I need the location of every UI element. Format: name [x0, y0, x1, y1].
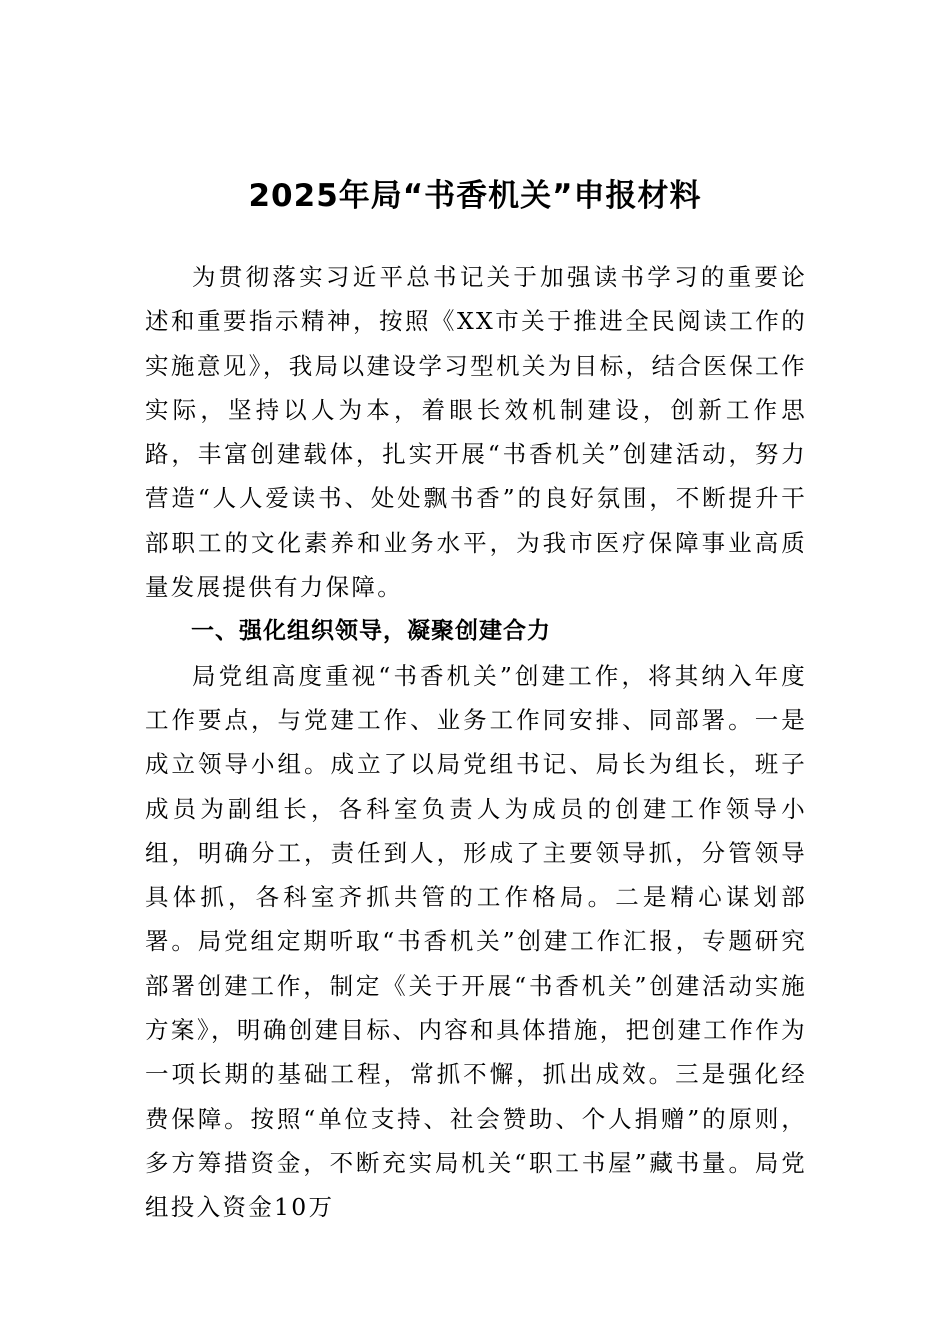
- section-paragraph-1: 局党组高度重视“书香机关”创建工作，将其纳入年度工作要点，与党建工作、业务工作同安排、同部署。一是成立领导小组。成立了以局党组书记、局长为组长，班子成员为副组长，各科室负责人为成员的创建工作领导小组，明确分工，责任到人，形成了主要领导抓，分管领导具体抓，各科室齐抓共管的工作格局。二是精心谋划部署。局党组定期听取“书香机关”创建工作汇报，专题研究部署创建工作，制定《关于开展“书香机关”创建活动实施方案》，明确创建目标、内容和具体措施，把创建工作作为一项长期的基础工程，常抓不懈，抓出成效。三是强化经费保障。按照“单位支持、社会赞助、个人捐赠”的原则，多方筹措资金，不断充实局机关“职工书屋”藏书量。局党组投入资金10万: [145, 661, 807, 1222]
- section-heading-1: 一、强化组织领导，凝聚创建合力: [191, 618, 551, 645]
- intro-paragraph: 为贯彻落实习近平总书记关于加强读书学习的重要论述和重要指示精神，按照《XX市关于推进全民阅读工作的实施意见》，我局以建设学习型机关为目标，结合医保工作实际，坚持以人为本，着眼长效机制建设，创新工作思路，丰富创建载体，扎实开展“书香机关”创建活动，努力营造“人人爱读书、处处飘书香”的良好氛围，不断提升干部职工的文化素养和业务水平，为我市医疗保障事业高质量发展提供有力保障。: [145, 263, 807, 602]
- document-body: [145, 255, 807, 1230]
- document-title: 2025年局“书香机关”申报材料: [248, 178, 702, 214]
